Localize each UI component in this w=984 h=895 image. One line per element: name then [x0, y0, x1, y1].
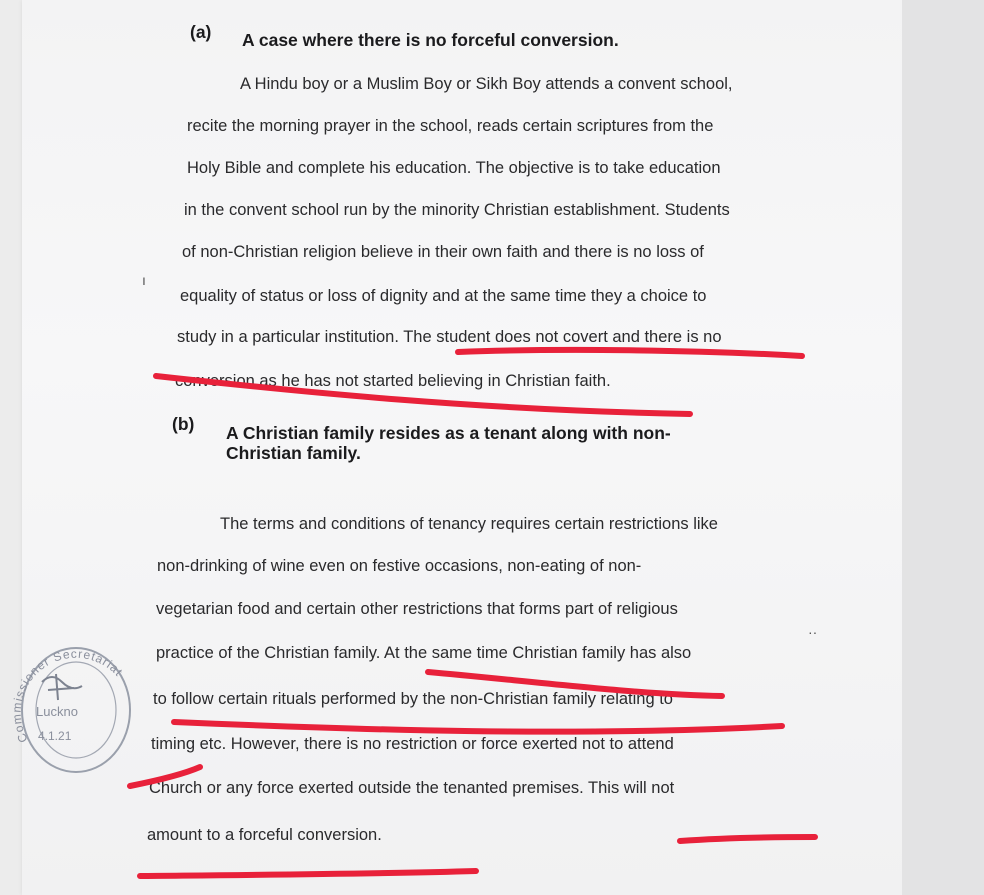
section-a-line-3: Holy Bible and complete his education. The objective is to take education: [187, 159, 721, 177]
section-b-title-line-1: A Christian family resides as a tenant along with non-: [226, 423, 671, 443]
highlight-stroke-b-line-8: [140, 871, 476, 876]
highlight-stroke-b-line-4: [428, 672, 722, 696]
section-a-line-8: conversion as he has not started believing in Christian faith.: [175, 372, 611, 390]
highlight-stroke-b-line-5: [174, 722, 782, 732]
section-b-line-1: The terms and conditions of tenancy requires certain restrictions like: [220, 515, 718, 533]
section-b-line-3: vegetarian food and certain other restrictions that forms part of religious: [156, 600, 678, 618]
section-a-label: (a): [190, 22, 212, 42]
section-b-line-7: Church or any force exerted outside the tenanted premises. This will not: [149, 779, 675, 797]
stamp-ring-text: Commissioner Secretariat: [9, 646, 126, 745]
section-a-title: A case where there is no forceful conversion.: [242, 30, 619, 50]
section-b-label: (b): [172, 414, 195, 434]
section-a-line-6: equality of status or loss of dignity and at the same time they a choice to: [180, 287, 707, 305]
section-b-title-line-2: Christian family.: [226, 443, 361, 463]
highlight-stroke-a-line-7: [458, 350, 802, 356]
section-a-line-7: study in a particular institution. The student does not covert and there is no: [177, 328, 722, 346]
section-a-line-1: A Hindu boy or a Muslim Boy or Sikh Boy attends a convent school,: [240, 75, 733, 93]
highlight-stroke-a-line-8: [156, 376, 690, 414]
section-b-line-8: amount to a forceful conversion.: [147, 826, 382, 844]
section-a-line-4: in the convent school run by the minority Christian establishment. Students: [184, 201, 730, 219]
highlight-stroke-b-line-7: [680, 837, 815, 841]
section-b-line-2: non-drinking of wine even on festive occasions, non-eating of non-: [157, 557, 642, 575]
stamp-date: 4.1.21: [38, 729, 72, 743]
section-b-line-6: timing etc. However, there is no restriction or force exerted not to attend: [151, 735, 674, 753]
margin-tick: ı: [142, 272, 146, 288]
margin-dots: ··: [808, 624, 818, 640]
section-b-line-4: practice of the Christian family. At the same time Christian family has also: [156, 644, 692, 662]
section-a-line-2: recite the morning prayer in the school, reads certain scriptures from the: [187, 117, 714, 135]
highlight-stroke-b-line-6: [130, 767, 200, 786]
section-a-line-5: of non-Christian religion believe in their own faith and there is no loss of: [182, 243, 704, 261]
section-b-line-5: to follow certain rituals performed by the non-Christian family relating to: [153, 690, 673, 708]
stamp-center-text: Luckno: [36, 704, 78, 719]
